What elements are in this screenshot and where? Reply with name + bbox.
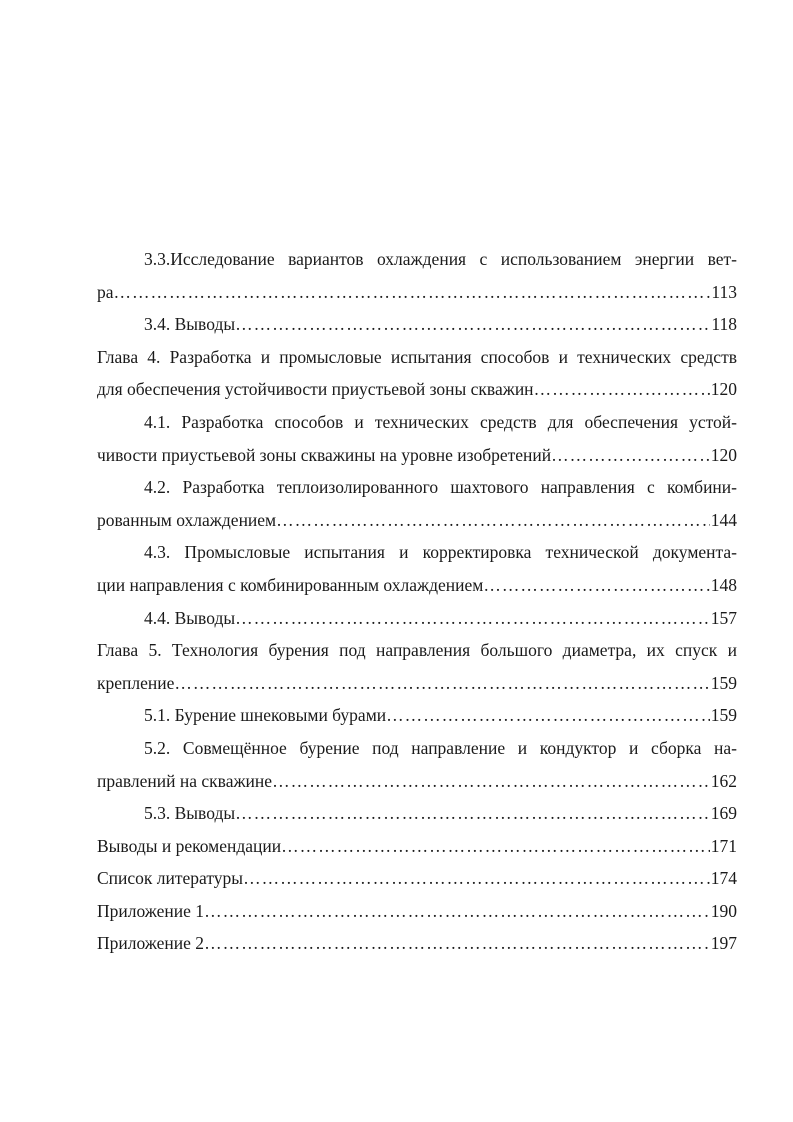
dot-leader [483, 569, 709, 602]
toc-entry-chapter-4-line1: Глава 4. Разработка и промысловые испытания способов и технических средств [97, 346, 737, 367]
dot-leader [551, 439, 710, 472]
toc-entry-references [97, 862, 737, 895]
dot-leader [174, 667, 709, 700]
toc-entry-text: ра [97, 281, 114, 302]
page-number: 120 [710, 379, 737, 400]
dot-leader [386, 699, 710, 732]
page-number: 148 [710, 574, 737, 595]
dot-leader [276, 504, 710, 537]
toc-entry-text: 3.4. Выводы [144, 314, 236, 335]
page-number: 118 [711, 314, 737, 335]
page-number: 197 [710, 933, 737, 954]
toc-entry-text: 4.4. Выводы [144, 607, 236, 628]
toc-entry-text: крепление [97, 672, 175, 693]
toc-entry-5-1 [97, 699, 737, 732]
toc-entry-conclusions [97, 830, 737, 863]
toc-entry-chapter-4-line2 [97, 373, 737, 406]
toc-entry-text: ции направления с комбинированным охлаждением [97, 574, 484, 595]
page-number: 113 [711, 281, 737, 302]
toc-entry-text: Список литературы [97, 868, 244, 889]
toc-entry-4-2-line2 [97, 504, 737, 537]
toc-entry-4-1-line1: 4.1. Разработка способов и технических средств для обеспечения устой- [144, 411, 737, 432]
toc-entry-text: чивости приустьевой зоны скважины на уровне изобретений [97, 444, 552, 465]
toc-entry-text: 5.1. Бурение шнековыми бурами [144, 705, 387, 726]
dot-leader [235, 797, 710, 830]
toc-entry-4-2-line1: 4.2. Разработка теплоизолированного шахтового направления с комбини- [144, 477, 737, 498]
toc-entry-text: правлений на скважине [97, 770, 273, 791]
toc-entry-text: Выводы и рекомендации [97, 835, 282, 856]
toc-entry-4-3-line1: 4.3. Промысловые испытания и корректировка технической документа- [144, 542, 737, 563]
toc-entry-text: Приложение 1 [97, 900, 205, 921]
toc-entry-5-3 [97, 797, 737, 830]
page-number: 162 [710, 770, 737, 791]
toc-entry-5-2-line2 [97, 765, 737, 798]
page-number: 190 [710, 900, 737, 921]
dot-leader [272, 765, 710, 798]
toc-entry-3-3-line2 [97, 276, 737, 309]
dot-leader [281, 830, 710, 863]
dot-leader [235, 602, 710, 635]
toc-entry-text: 5.3. Выводы [144, 803, 236, 824]
toc-entry-chapter-5-line2 [97, 667, 737, 700]
page-number: 171 [710, 835, 737, 856]
dot-leader [204, 927, 710, 960]
page-number: 174 [710, 868, 737, 889]
toc-entry-appendix-2 [97, 927, 737, 960]
toc-entry-text: для обеспечения устойчивости приустьевой зоны скважин [97, 379, 534, 400]
toc-entry-4-3-line2 [97, 569, 737, 602]
toc-entry-3-4 [97, 308, 737, 341]
toc-entry-5-2-line1: 5.2. Совмещённое бурение под направление и кондуктор и сборка на- [144, 737, 737, 758]
dot-leader [243, 862, 710, 895]
toc-entry-4-1-line2 [97, 439, 737, 472]
toc-entry-4-4 [97, 602, 737, 635]
dot-leader [235, 308, 710, 341]
dot-leader [114, 276, 711, 309]
page-number: 157 [710, 607, 737, 628]
dot-leader [534, 373, 710, 406]
page-number: 120 [710, 444, 737, 465]
toc-entry-chapter-5-line1: Глава 5. Технология бурения под направления большого диаметра, их спуск и [97, 640, 737, 661]
page-number: 169 [710, 803, 737, 824]
toc-entry-text: Приложение 2 [97, 933, 205, 954]
page-number: 159 [710, 705, 737, 726]
table-of-contents [97, 243, 737, 960]
page-number: 144 [710, 509, 737, 530]
toc-entry-text: рованным охлаждением [97, 509, 277, 530]
toc-entry-3-3-line1: 3.3.Исследование вариантов охлаждения с использованием энергии вет- [144, 249, 737, 269]
dot-leader [204, 895, 710, 928]
page-number: 159 [710, 672, 737, 693]
toc-entry-appendix-1 [97, 895, 737, 928]
